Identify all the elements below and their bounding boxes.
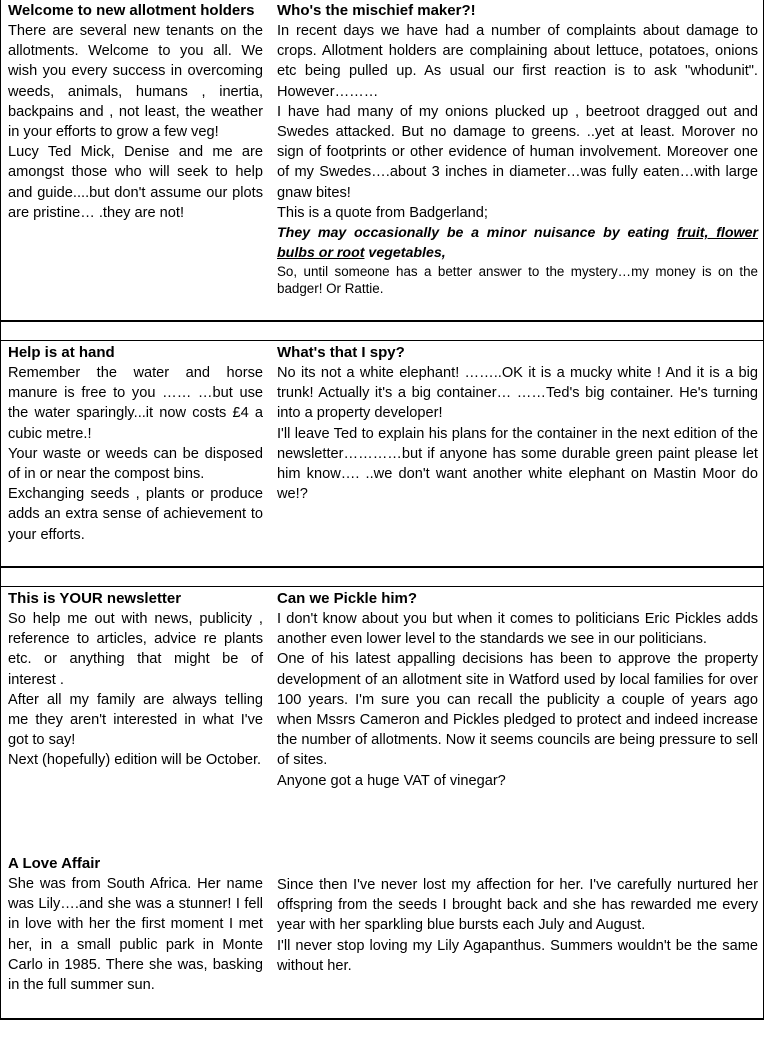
love-section-continued: [277, 875, 758, 976]
newsletter-title: This is YOUR newsletter: [8, 590, 182, 607]
divider-2: [0, 340, 764, 341]
mischief-paragraph-4: So, until someone has a better answer to the mystery…my money is on the badger! Or Rattie.: [277, 264, 758, 297]
left-border: [0, 0, 1, 1020]
mischief-section: [277, 1, 758, 297]
spy-title: What's that I spy?: [277, 344, 405, 361]
love-paragraph-2: Since then I've never lost my affection for her. I've carefully nurtured her offspring from the seeds I brought back and she has rewarded me every year with her sparkling blue bursts each July and August.: [277, 877, 758, 934]
love-paragraph-1: She was from South Africa. Her name was Lily….and she was a stunner! I fell in love with her the first moment I met her, in a small public park in Monte Carlo in 1985. There she was, basking in the full summer sun.: [8, 876, 263, 994]
welcome-paragraph-2: Lucy Ted Mick, Denise and me are amongst those who will seek to help and guide....but don't assume our plots are pristine… .they are not!: [8, 144, 263, 221]
welcome-title: Welcome to new allotment holders: [8, 2, 255, 19]
badgerland-quote: [277, 223, 758, 263]
divider-4: [0, 586, 764, 587]
pickle-title: Can we Pickle him?: [277, 590, 418, 607]
help-paragraph-2: Your waste or weeds can be disposed of in or near the compost bins.: [8, 445, 263, 483]
love-title: A Love Affair: [8, 855, 101, 872]
spy-paragraph-1: No its not a white elephant! ……..OK it is a mucky white ! And it is a big trunk! Actually it's a big container… ……Ted's big container. He's turning into a property developer!: [277, 365, 758, 422]
bottom-border: [0, 1018, 764, 1020]
pickle-paragraph-3: Anyone got a huge VAT of vinegar?: [277, 772, 506, 789]
help-paragraph-3: Exchanging seeds , plants or produce adds an extra sense of achievement to your efforts.: [8, 486, 263, 543]
quote-part-b: fruit, flower bulbs or root: [277, 225, 758, 262]
welcome-section: [8, 1, 263, 223]
spy-section: [277, 343, 758, 504]
newsletter-section: [8, 589, 263, 771]
love-paragraph-3: I'll never stop loving my Lily Agapanthus. Summers wouldn't be the same without her.: [277, 937, 758, 974]
pickle-section: [277, 589, 758, 791]
help-paragraph-1: Remember the water and horse manure is free to you …… …but use the water sparingly...it now costs £4 a cubic metre.!: [8, 365, 263, 442]
welcome-paragraph-1: There are several new tenants on the allotments. Welcome to you all. We wish you every success in overcoming weeds, animals, humans , inertia, backpains and , not least, the weather in your efforts to grow a few veg!: [8, 23, 263, 141]
mischief-paragraph-2: I have had many of my onions plucked up , beetroot dragged out and Swedes attacked. But no damage to greens. ..yet at least. Morover no sign of footprints or other evidence of human involvement. Moreover one of my Swedes….about 3 inches in diameter…was fully eaten…with large gnaw bites!: [277, 103, 758, 201]
spy-paragraph-2: I'll leave Ted to explain his plans for the container in the next edition of the newsletter…………but if anyone has some durable green paint please let him know…. ..we don't want another white elephant on Mastin Moor do we!?: [277, 425, 758, 503]
mischief-title: Who's the mischief maker?!: [277, 2, 476, 19]
divider-3: [0, 566, 764, 568]
pickle-paragraph-2: One of his latest appalling decisions has been to approve the property development of an allotment site in Watford used by local families for over 100 years. I'm sure you can recall the publicity a couple of years ago when Mssrs Cameron and Pickles pledged to protect and indeed increase the number of allotments. Now it seems councils are being pressure to sell of sites.: [277, 651, 759, 769]
newsletter-paragraph-2: After all my family are always telling me they aren't interested in what I've got to say!: [8, 691, 263, 749]
quote-part-a: They may occasionally be a minor nuisance by eating: [277, 225, 677, 242]
help-title: Help is at hand: [8, 344, 115, 361]
quote-part-c: vegetables,: [364, 245, 446, 262]
pickle-paragraph-1: I don't know about you but when it comes to politicians Eric Pickles adds another even lower level to the standards we see in our politicians.: [277, 611, 758, 648]
newsletter-paragraph-3: Next (hopefully) edition will be October.: [8, 752, 262, 769]
newsletter-paragraph-1: So help me out with news, publicity , reference to articles, advice re plants etc. or anything that might be of interest .: [8, 611, 263, 688]
divider-1: [0, 320, 764, 322]
mischief-paragraph-1: In recent days we have had a number of complaints about damage to crops. Allotment holders are complaining about lettuce, potatoes, onions etc being pulled up. As usual our first reaction is to ask "whodunit". However………: [277, 23, 758, 100]
mischief-paragraph-3: This is a quote from Badgerland;: [277, 204, 488, 221]
help-section: [8, 343, 263, 545]
love-section: [8, 854, 263, 995]
